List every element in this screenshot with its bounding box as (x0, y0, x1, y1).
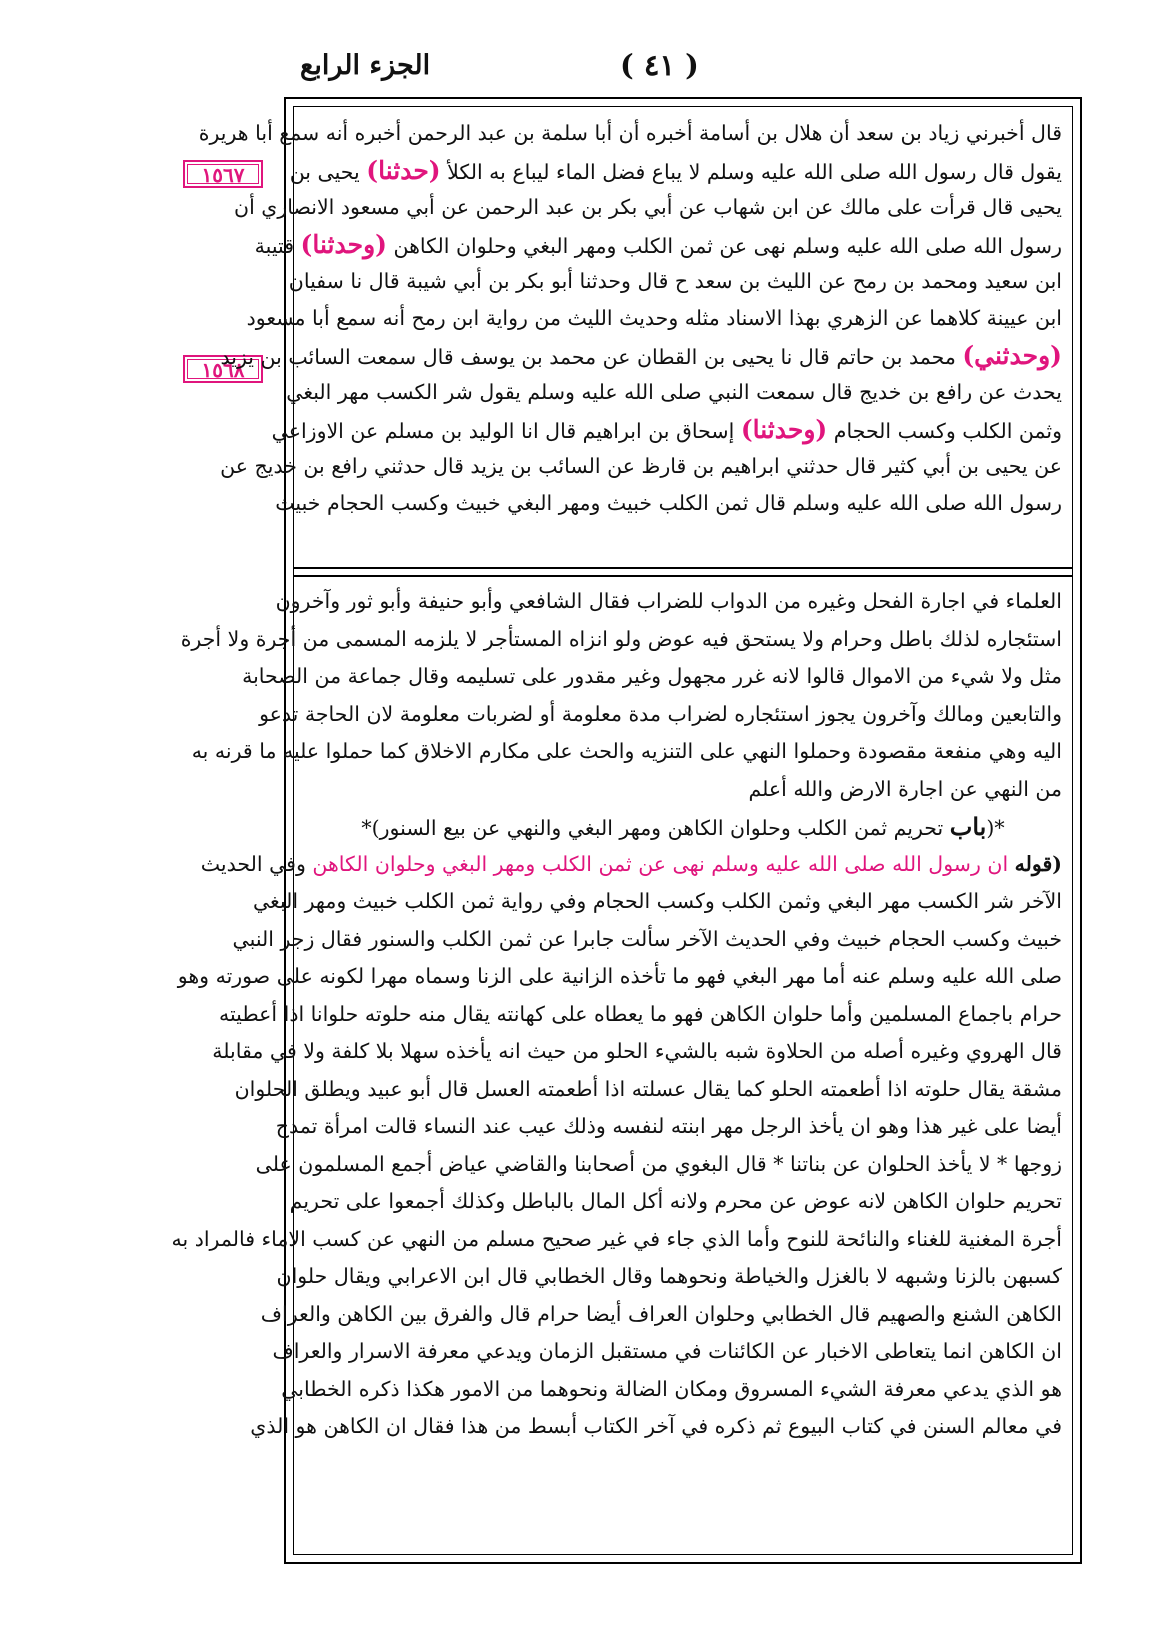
text-segment: يقول قال رسول الله صلى الله عليه وسلم لا يباع فضل الماء ليباع به الكلأ (447, 160, 1062, 184)
text-line: أيضا على غير هذا وهو ان يأخذ الرجل مهر ابنته لنفسه وذلك عيب عند النساء قالت امرأة تمدح (275, 1114, 1062, 1138)
text-line: هو الذي يدعي معرفة الشيء المسروق ومكان الضالة ونحوهما من الامور هكذا ذكره الخطابي (281, 1376, 1062, 1401)
volume-part-title: الجزء الرابع (300, 50, 431, 81)
bab-keyword: باب (949, 812, 987, 841)
text-line: الكاهن الشنع والصهيم قال الخطابي وحلوان العراف أيضا حرام قال والفرق بين الكاهن والعراف (260, 1301, 1062, 1326)
text-segment: محمد بن حاتم قال نا يحيى بن القطان عن محمد بن يوسف قال سمعت السائب بن يزيد (220, 345, 956, 369)
text-line (289, 152, 1062, 189)
text-line: رسول الله صلى الله عليه وسلم قال ثمن الكلب خبيث ومهر البغي خبيث وكسب الحجام خبيث (275, 491, 1062, 515)
commentary-section (171, 583, 1062, 1546)
text-line: من النهي عن اجارة الارض والله أعلم (748, 776, 1062, 801)
hadith-number-label: ١٥٦٨ (187, 359, 259, 379)
chapter-heading (304, 808, 1062, 846)
text-line: صلى الله عليه وسلم عنه أما مهر البغي فهو ما تأخذه الزانية على الزنا وسماه مهرا لكونه على صورته وهو (177, 964, 1062, 988)
text-line: كسبهن بالزنا وشبهه لا بالغزل والخياطة ونحوهما وقال الخطابي قال ابن الاعرابي ويقال حلوان (276, 1264, 1062, 1288)
text-segment: إسحاق بن ابراهيم قال انا الوليد بن مسلم عن الاوزاعي (271, 419, 735, 443)
text-line: ابن سعيد ومحمد بن رمح عن الليث بن سعد ح قال وحدثنا أبو بكر بن أبي شيبة قال نا سفيان (288, 269, 1062, 293)
text-line: قال أخبرني زياد بن سعد أن هلال بن أسامة أخبره أن أبا سلمة بن عبد الرحمن أخبره أنه سمع أبا هريرة (198, 121, 1062, 145)
wahaddathana-keyword: (وحدثنا) (300, 230, 387, 259)
qawluhu-keyword: (قوله (1014, 851, 1062, 876)
heading-mark: *( (986, 816, 1005, 840)
text-segment: قتيبة (254, 234, 295, 258)
text-line: تحريم حلوان الكاهن لانه عوض عن محرم ولانه أكل المال بالباطل وكذلك أجمعوا على تحريم (289, 1189, 1062, 1213)
hadith-number-1567 (183, 160, 263, 188)
wahaddathani-keyword: (وحدثني) (962, 341, 1062, 370)
text-line (200, 846, 1062, 884)
text-line (271, 411, 1062, 448)
text-line (220, 337, 1062, 374)
text-line: عن يحيى بن أبي كثير قال حدثني ابراهيم بن قارظ عن السائب بن يزيد قال حدثني رافع بن خديج عن (220, 454, 1062, 478)
text-line: اليه وهي منفعة مقصودة وحملوا النهي على التنزيه والحث على مكارم الاخلاق كما حملوا عليه ما قرنه به (191, 739, 1062, 763)
text-segment: وفي الحديث (200, 851, 306, 876)
text-line: ان الكاهن انما يتعاطى الاخبار عن الكائنات في مستقبل الزمان ويدعي معرفة الاسرار والعراف (272, 1339, 1062, 1363)
text-line: مشقة يقال حلوته اذا أطعمته الحلو كما يقال عسلته اذا أطعمته العسل قال أبو عبيد ويطلق الحلوان (234, 1076, 1062, 1101)
text-line: أجرة المغنية للغناء والنائحة للنوح وأما الذي جاء في غير صحيح مسلم من النهي عن كسب الاماء فالمراد به (171, 1226, 1062, 1251)
text-line: العلماء في اجارة الفحل وغيره من الدواب للضراب فقال الشافعي وأبو حنيفة وأبو ثور وآخرون (275, 589, 1062, 613)
text-line (254, 226, 1062, 263)
text-line: زوجها * لا يأخذ الحلوان عن بناتنا * قال البغوي من أصحابنا والقاضي عياض أجمع المسلمون على (255, 1151, 1062, 1176)
text-segment: وثمن الكلب وكسب الحجام (833, 419, 1062, 443)
page-number: ( ٤١ ) (620, 48, 699, 82)
text-line: الآخر شر الكسب مهر البغي وثمن الكلب وكسب الحجام وفي رواية ثمن الكلب خبيث ومهر البغي (252, 889, 1062, 913)
hadith-number-label: ١٥٦٧ (187, 164, 259, 184)
text-line: في معالم السنن في كتاب البيوع ثم ذكره في آخر الكتاب أبسط من هذا فقال ان الكاهن هو الذي (250, 1414, 1062, 1438)
text-segment: يحيى بن (289, 160, 360, 184)
text-line: مثل ولا شيء من الاموال قالوا لانه غرر مجهول وغير مقدور على تسليمه وقال جماعة من الصحابة (242, 664, 1062, 688)
text-line: قال الهروي وغيره أصله من الحلاوة شبه بالشيء الحلو من حيث انه يأخذه سهلا بلا كلفة ولا في مقابلة (212, 1039, 1062, 1063)
chapter-title: تحريم ثمن الكلب وحلوان الكاهن ومهر البغي والنهي عن بيع السنور)* (361, 816, 944, 840)
text-line: والتابعين ومالك وآخرون يجوز استئجاره لضراب مدة معلومة أو لضربات معلومة لان الحاجة تدعو (259, 701, 1062, 726)
haddathana-keyword: (حدثنا) (366, 156, 441, 185)
text-line: حرام باجماع المسلمين وأما حلوان الكاهن فهو ما يعطاه على كهانته يقال منه حلوته حلوانا اذا أعطيته (219, 1001, 1062, 1026)
text-line: ابن عيينة كلاهما عن الزهري بهذا الاسناد مثله وحديث الليث من رواية ابن رمح أنه سمع أبا مسعود (246, 306, 1062, 330)
text-line: يحيى قال قرأت على مالك عن ابن شهاب عن أبي بكر بن عبد الرحمن عن أبي مسعود الانصاري أن (234, 195, 1062, 219)
text-line: خبيث وكسب الحجام خبيث وفي الحديث الآخر سألت جابرا عن ثمن الكلب والسنور فقال زجر النبي (232, 926, 1062, 951)
section-divider (294, 567, 1072, 577)
wahaddathana-keyword: (وحدثنا) (740, 415, 828, 444)
text-segment: رسول الله صلى الله عليه وسلم نهى عن ثمن الكلب ومهر البغي وحلوان الكاهن (393, 234, 1062, 258)
quoted-hadith: ان رسول الله صلى الله عليه وسلم نهى عن ثمن الكلب ومهر البغي وحلوان الكاهن (312, 851, 1009, 876)
page-header (0, 48, 1158, 98)
text-line: يحدث عن رافع بن خديج قال سمعت النبي صلى الله عليه وسلم يقول شر الكسب مهر البغي (286, 380, 1062, 404)
text-line: استئجاره لذلك باطل وحرام ولا يستحق فيه عوض ولو انزاه المستأجر لا يلزمه المسمى من أجرة ولا أجرة (180, 626, 1062, 651)
